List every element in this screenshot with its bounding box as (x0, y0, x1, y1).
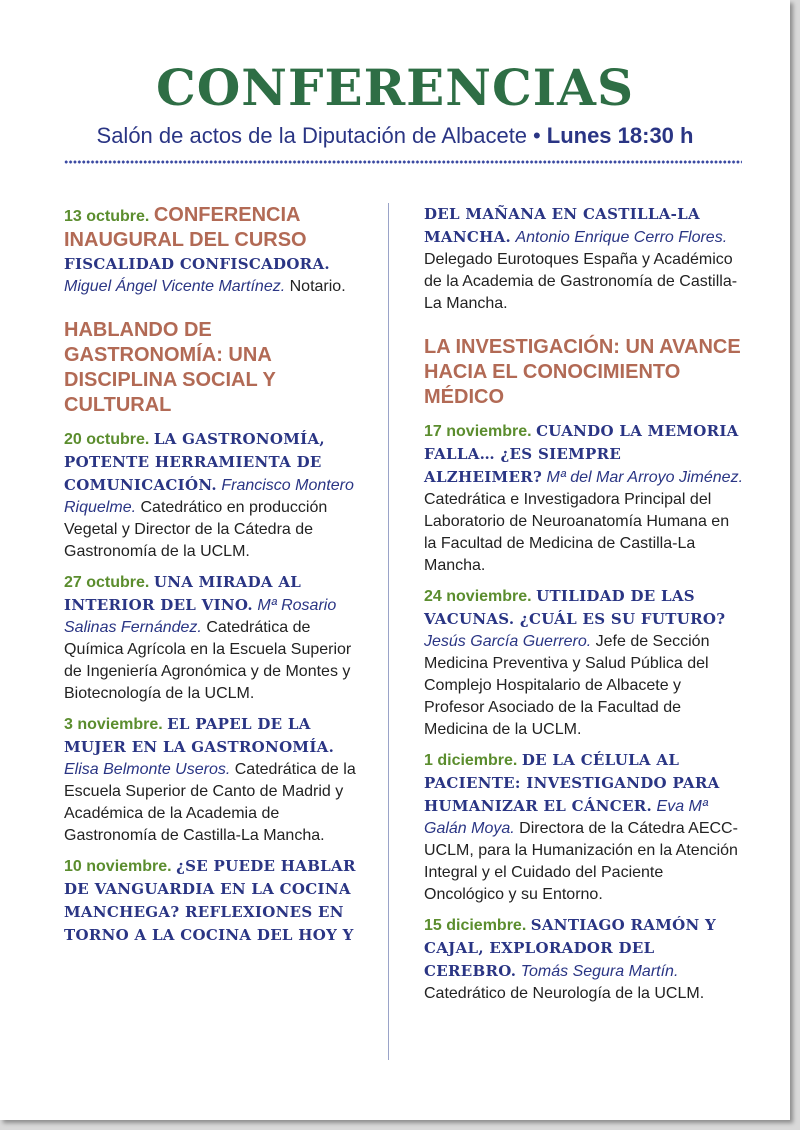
page-title: CONFERENCIAS (155, 58, 635, 117)
entry-role: Delegado Eurotoques España y Académico de la Academia de Gastronomía de Castilla-La Mancha. (424, 251, 738, 312)
left-column (64, 203, 364, 955)
inaugural-headline: CONFERENCIA INAUGURAL DEL CURSO (64, 204, 307, 251)
entry-topic: ¿SE PUEDE HABLAR DE VANGUARDIA EN LA COCINA MANCHEGA? REFLEXIONES EN TORNO A LA COCINA DEL HOY Y (64, 857, 356, 944)
entry-topic: EL PAPEL DE LA MUJER EN LA GASTRONOMÍA. (64, 715, 335, 756)
conference-entry (64, 203, 364, 298)
entry-speaker: Miguel Ángel Vicente Martínez. (64, 278, 286, 295)
entry-topic: CUANDO LA MEMORIA FALLA… ¿ES SIEMPRE ALZHEIMER? (424, 422, 739, 486)
schedule-time: Lunes 18:30 h (546, 123, 694, 148)
right-column (424, 203, 744, 1013)
entry-topic: UNA MIRADA AL INTERIOR DEL VINO. (64, 573, 302, 614)
entry-date: 20 octubre. (64, 431, 150, 448)
entry-role: Directora de la Cátedra AECC-UCLM, para la Humanización en la Atención Integral y el Cuidado del Paciente Oncológico y su Entorno. (424, 820, 738, 903)
conference-entry (424, 420, 744, 577)
conference-entry (64, 713, 364, 847)
entry-date: 1 diciembre. (424, 752, 518, 769)
conference-entry (64, 855, 364, 947)
entry-speaker: Jesús García Guerrero. (424, 633, 592, 650)
conference-entry-continued (424, 203, 744, 315)
column-divider (388, 203, 389, 1060)
entry-date: 3 noviembre. (64, 716, 163, 733)
entry-topic: DEL MAÑANA EN CASTILLA-LA MANCHA. (424, 205, 700, 246)
entry-date: 27 octubre. (64, 574, 150, 591)
conference-entry (64, 571, 364, 705)
entry-speaker: Elisa Belmonte Useros. (64, 761, 231, 778)
entry-date: 10 noviembre. (64, 858, 172, 875)
section-heading-research: LA INVESTIGACIÓN: UN AVANCE HACIA EL CONOCIMIENTO MÉDICO (424, 336, 741, 408)
entry-role: Catedrático en producción Vegetal y Director de la Cátedra de Gastronomía de la UCLM. (64, 499, 328, 560)
venue-line (0, 123, 790, 149)
entry-topic: UTILIDAD DE LAS VACUNAS. ¿CUÁL ES SU FUTURO? (424, 587, 726, 628)
conference-entry (64, 428, 364, 563)
entry-speaker: Eva Mª Galán Moya. (424, 798, 708, 837)
conference-entry (424, 749, 744, 906)
entry-speaker: Tomás Segura Martín. (520, 963, 679, 980)
entry-role: Catedrática de Química Agrícola en la Escuela Superior de Ingeniería Agronómica y de Montes y Biotecnología de la UCLM. (64, 619, 352, 702)
entry-role: Catedrática de la Escuela Superior de Canto de Madrid y Académica de la Academia de Gastronomía de Castilla-La Mancha. (64, 761, 356, 844)
entry-speaker: Antonio Enrique Cerro Flores. (515, 229, 728, 246)
dotted-rule (64, 158, 742, 166)
entry-date: 13 octubre. (64, 208, 150, 225)
entry-role: Catedrático de Neurología de la UCLM. (424, 985, 705, 1002)
entry-role: Notario. (289, 278, 346, 295)
entry-date: 24 noviembre. (424, 588, 532, 605)
entry-date: 15 diciembre. (424, 917, 527, 934)
conference-entry (424, 914, 744, 1005)
entry-topic: FISCALIDAD CONFISCADORA. (64, 255, 330, 273)
entry-speaker: Mª Rosario Salinas Fernández. (64, 597, 337, 636)
entry-role: Jefe de Sección Medicina Preventiva y Salud Pública del Complejo Hospitalario de Albacete y Profesor Asociado de la Facultad de Medicina de la UCLM. (424, 633, 710, 738)
entry-speaker: Francisco Montero Riquelme. (64, 477, 354, 516)
entry-role: Catedrática e Investigadora Principal del Laboratorio de Neuroanatomía Humana en la Facultad de Medicina de Castilla-La Mancha. (424, 491, 730, 574)
entry-date: 17 noviembre. (424, 423, 532, 440)
entry-topic: DE LA CÉLULA AL PACIENTE: INVESTIGANDO PARA HUMANIZAR EL CÁNCER. (424, 751, 720, 815)
entry-speaker: Mª del Mar Arroyo Jiménez. (546, 469, 744, 486)
entry-topic: LA GASTRONOMÍA, POTENTE HERRAMIENTA DE COMUNICACIÓN. (64, 430, 325, 494)
venue-text: Salón de actos de la Diputación de Albacete (96, 123, 528, 148)
bullet-separator: • (533, 123, 541, 148)
entry-topic: SANTIAGO RAMÓN Y CAJAL, EXPLORADOR DEL CEREBRO. (424, 916, 717, 980)
section-heading-gastronomy: HABLANDO DE GASTRONOMÍA: UNA DISCIPLINA SOCIAL Y CULTURAL (64, 319, 276, 416)
conference-entry (424, 585, 744, 741)
